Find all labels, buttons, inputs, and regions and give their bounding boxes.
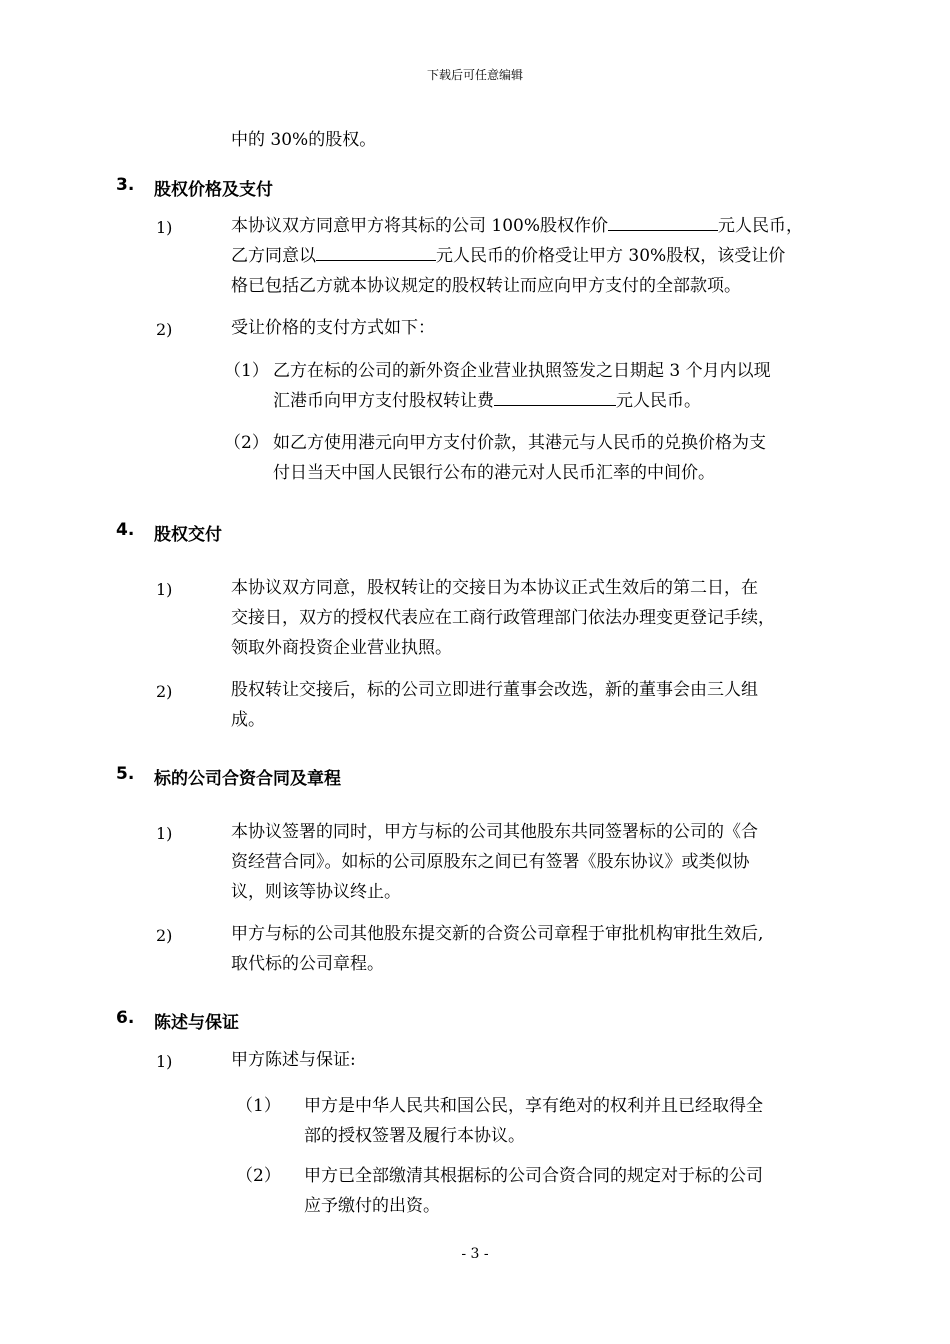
section-title: 股权价格及支付	[154, 180, 273, 200]
paragraph-line: 本协议双方同意，股权转让的交接日为本协议正式生效后的第二日，在	[231, 578, 758, 598]
paragraph-text: 乙方同意以	[231, 246, 316, 266]
item-number: 2)	[156, 320, 173, 339]
paragraph-line: 甲方是中华人民共和国公民，享有绝对的权利并且已经取得全	[304, 1096, 763, 1116]
item-number: 2)	[156, 682, 173, 701]
item-number: 2)	[156, 926, 173, 945]
paragraph-line: 格已包括乙方就本协议规定的股权转让而应向甲方支付的全部款项。	[231, 276, 741, 296]
section-number: 6.	[116, 1008, 135, 1028]
paragraph-text: 汇港币向甲方支付股权转让费	[273, 391, 494, 411]
subitem-number: （2）	[224, 433, 269, 453]
paragraph-line: 中的 30%的股权。	[231, 130, 377, 150]
paragraph-line: 受让价格的支付方式如下：	[231, 318, 435, 338]
page-number: - 3 -	[461, 1246, 489, 1262]
page-header: 下载后可任意编辑	[426, 68, 523, 82]
paragraph-text: 元人民币，	[718, 216, 804, 236]
paragraph-line	[231, 211, 803, 241]
paragraph-line: 本协议签署的同时，甲方与标的公司其他股东共同签署标的公司的《合	[231, 822, 758, 842]
paragraph-line: 应予缴付的出资。	[304, 1196, 440, 1216]
paragraph-line	[273, 386, 701, 416]
paragraph-line: 交接日，双方的授权代表应在工商行政管理部门依法办理变更登记手续，	[231, 608, 775, 628]
blank-field	[316, 242, 436, 261]
paragraph-line: 如乙方使用港元向甲方支付价款，其港元与人民币的兑换价格为支	[273, 433, 766, 453]
paragraph-line: 部的授权签署及履行本协议。	[304, 1126, 525, 1146]
paragraph-line: 取代标的公司章程。	[231, 954, 384, 974]
section-title: 股权交付	[154, 525, 222, 545]
paragraph-text: 本协议双方同意甲方将其标的公司 100%股权作价	[231, 216, 609, 236]
item-number: 1)	[156, 824, 173, 843]
subitem-number: （2）	[236, 1166, 281, 1186]
section-number: 3.	[116, 175, 135, 195]
paragraph-text: 元人民币的价格受让甲方 30%股权，该受让价	[436, 246, 786, 266]
paragraph-line: 成。	[231, 710, 265, 730]
paragraph-line: 资经营合同》。如标的公司原股东之间已有签署《股东协议》或类似协	[231, 852, 750, 872]
section-number: 4.	[116, 520, 135, 540]
paragraph-line: 甲方已全部缴清其根据标的公司合资合同的规定对于标的公司	[304, 1166, 763, 1186]
paragraph-line: 议，则该等协议终止。	[231, 882, 401, 902]
section-title: 标的公司合资合同及章程	[154, 769, 341, 789]
subitem-number: （1）	[236, 1096, 281, 1116]
item-number: 1)	[156, 580, 173, 599]
paragraph-line: 甲方陈述与保证:	[231, 1050, 356, 1070]
subitem-number: （1）	[224, 361, 269, 381]
item-number: 1)	[156, 1052, 173, 1071]
paragraph-line	[231, 241, 785, 271]
paragraph-line: 付日当天中国人民银行公布的港元对人民币汇率的中间价。	[273, 463, 715, 483]
blank-field	[608, 212, 718, 231]
section-number: 5.	[116, 764, 135, 784]
paragraph-line: 领取外商投资企业营业执照。	[231, 638, 452, 658]
paragraph-line: 乙方在标的公司的新外资企业营业执照签发之日期起 3 个月内以现	[273, 361, 771, 381]
item-number: 1)	[156, 218, 173, 237]
section-title: 陈述与保证	[154, 1013, 239, 1033]
paragraph-line: 股权转让交接后，标的公司立即进行董事会改选，新的董事会由三人组	[231, 680, 758, 700]
paragraph-text: 元人民币。	[616, 391, 701, 411]
blank-field	[494, 387, 616, 406]
paragraph-line: 甲方与标的公司其他股东提交新的合资公司章程于审批机构审批生效后,	[231, 924, 764, 944]
